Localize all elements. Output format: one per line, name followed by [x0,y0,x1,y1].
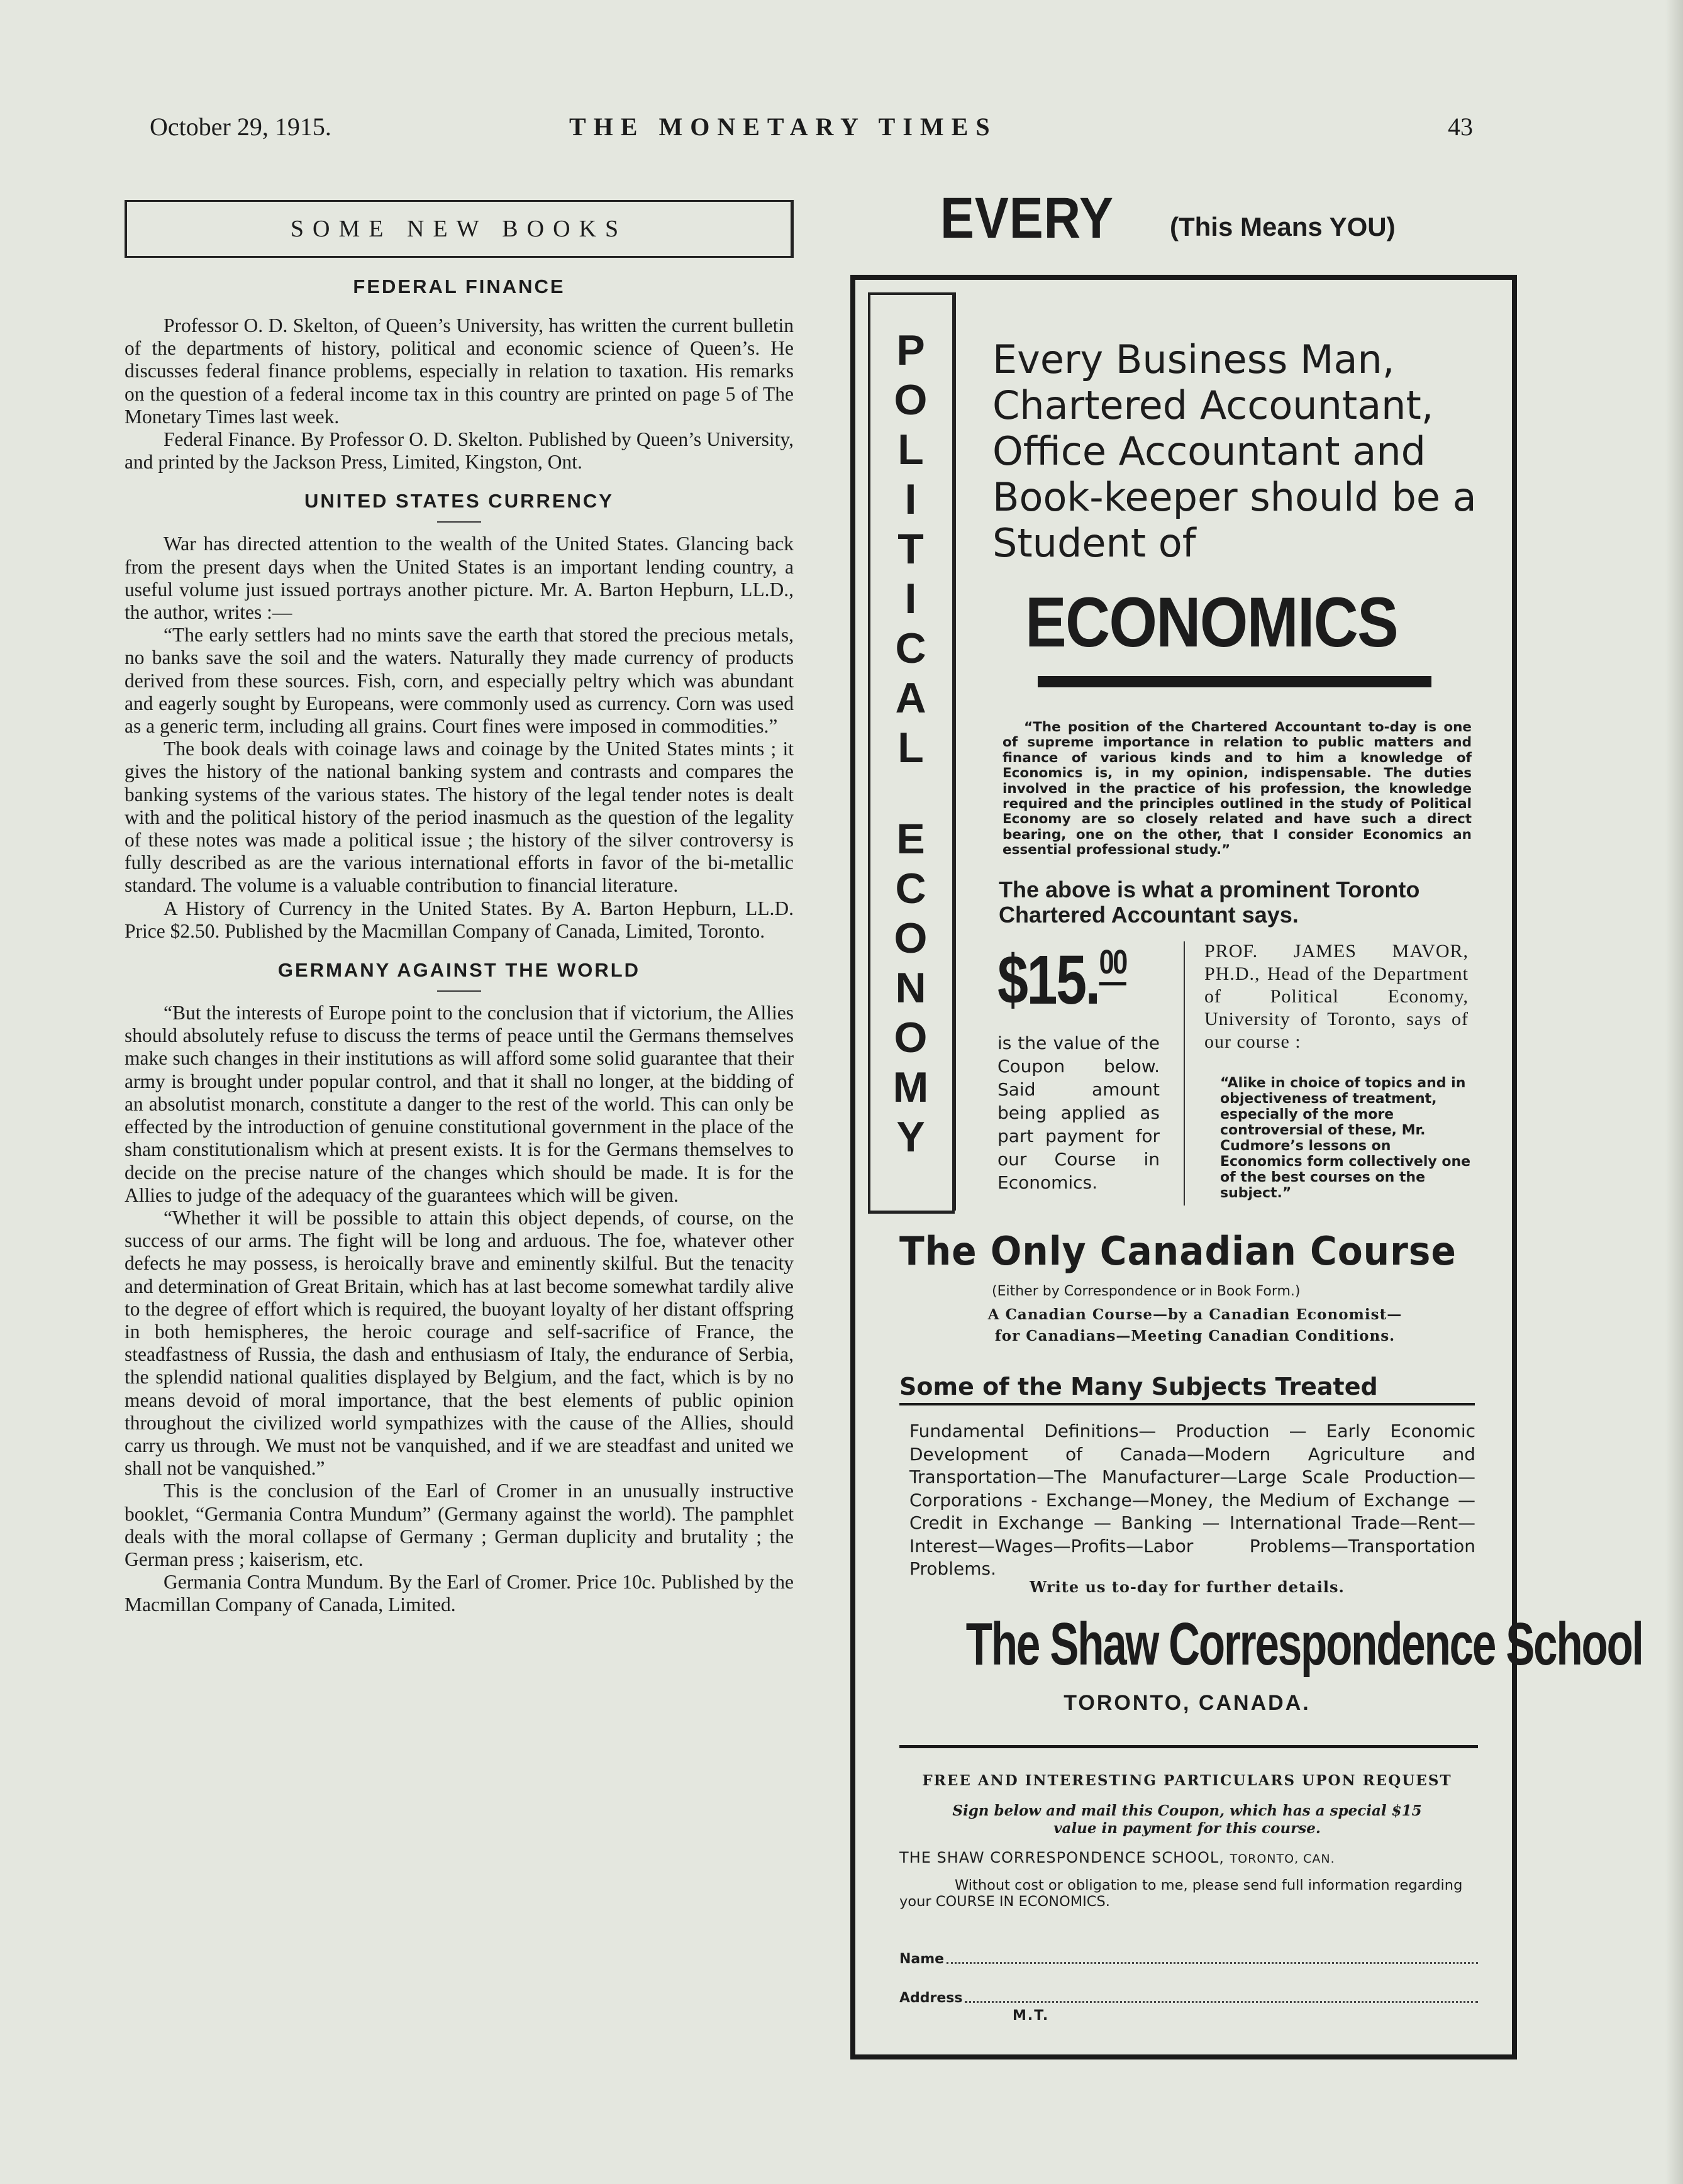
review-heading-us-currency: UNITED STATES CURRENCY [304,490,614,513]
economics-underline [1038,676,1431,687]
this-means-you: (This Means YOU) [1170,212,1396,241]
subjects-list: Fundamental Definitions— Production — Early Economic Development of Canada—Modern Agriculture and Transportation—The Manufacturer—Large Scale Production—Corporations - Exchange—Money, the Medium of Exchange — Credit in Exchange — Banking — International Trade—Rent—Interest—Wages—Profits—Labor Problems—Transportation Problems. [909,1421,1475,1579]
review-paragraph: “The early settlers had no mints save the earth that stored the precious metals, no banks save the soil and the waters. Naturally they made currency of products derived from these sources. Fish, corn, and especially peltry which was abundant and eagerly sought by Europeans, were commonly used as currency. Corn was used as a generic term, including all grains. Court fines were imposed in commodities.” [125,624,794,738]
review-paragraph: A History of Currency in the United States. By A. Barton Hepburn, LL.D. Price $2.50. Published by the Macmillan Company of Canada, Limited, Toronto. [125,897,794,942]
mavor-quote: “Alike in choice of topics and in objectiveness of treatment, especially of the more controversial of these, Mr. Cudmore’s lessons on Economics form collectively one of the best courses on the subject.” [1220,1075,1471,1201]
vertical-word-political [873,326,948,776]
quote-attribution: The above is what a prominent Toronto Chartered Accountant says. [999,877,1420,928]
vertical-letter: N [895,964,926,1012]
economics-course-advertisement [850,275,1643,2059]
review-paragraph: “Whether it will be possible to attain this object depends, of course, on the success of our arms. The fight will be long and arduous. The foe, whatever other defects he may possess, is heroically brave and eminently skilful. But the tenacity and determination of Great Britain, which has at last become somewhat tardily alive to the degree of effort which is required, the buoyant loyalty of her distant offspring in both hemispheres, the heroic courage and self-sacrifice of France, the steadfastness of Russia, the dash and enthusiasm of Italy, the endurance of Serbia, the splendid national qualities displayed by Belgium, and the fact, which is by no means devoid of moral importance, that the best elements of public opinion throughout the civilized world sympathizes with the cause of the Allies, should carry us through. We must not be vanquished, and if we are steadfast and united we shall not be vanquished.” [125,1206,794,1480]
vertical-letter: L [897,426,924,474]
section-title: SOME NEW BOOKS [290,216,628,242]
vertical-letter: I [904,575,917,623]
book-reviews-column [125,200,794,1617]
issue-date: October 29, 1915. [150,113,331,141]
vertical-letter: M [892,1063,929,1111]
column-divider [1184,941,1185,1206]
coupon-price [997,940,1126,1020]
coupon-school-name: THE SHAW CORRESPONDENCE SCHOOL, [899,1849,1225,1866]
price-dollars: $15. [997,941,1099,1019]
heading-rule [437,990,481,992]
coupon-divider [899,1745,1478,1748]
vertical-letter: C [895,624,926,672]
canadian-conditions-line: for Canadians—Meeting Canadian Conditions. [994,1328,1396,1344]
page-header [0,112,1683,150]
vertical-letter: A [895,674,926,722]
school-name: The Shaw Correspondence School [965,1610,1643,1678]
vertical-letter: O [894,376,928,424]
every-word: EVERY [940,186,1114,250]
vertical-word-economy [873,815,948,1165]
vertical-banner-rule [952,292,956,1211]
vertical-letter: Y [896,1113,925,1161]
ad-top-heading [940,186,1396,252]
vertical-letter: E [896,815,925,863]
price-cents: 00 [1099,943,1126,985]
accountant-quote: “The position of the Chartered Accountant to-day is one of supreme importance in relation to public matters and finance of various kinds and to him a knowledge of Economics is, in my opinion, indispensable. The duties involved in the practice of his profession, the knowledge required and the principles outlined in the study of Political Economy are so closely related and have such a direct bearing, one on the other, that I consider Economics an essential professional study.” [1003,719,1472,858]
review-paragraph: This is the conclusion of the Earl of Cromer in an unusually instructive booklet, “Germania Contra Mundum” (Germany against the world). The pamphlet deals with the moral collapse of Germany ; German duplicity and brutality ; the German press ; kaiserism, etc. [125,1480,794,1570]
masthead-title: THE MONETARY TIMES [569,113,997,141]
page-edge-shadow [1665,0,1683,2184]
coupon-name-field[interactable] [899,1951,1478,1967]
mavor-statement: PROF. JAMES MAVOR, PH.D., Head of the Department of Political Economy, University of Toronto, says of our course : [1204,941,1469,1052]
write-today-line: Write us to-day for further details. [1030,1578,1345,1596]
review-paragraph: War has directed attention to the wealth of the United States. Glancing back from the present days when the United States is an important lending country, a useful volume just issued portrays another picture. Mr. A. Barton Hepburn, LL.D., the author, writes :— [125,533,794,624]
review-paragraph: Germania Contra Mundum. By the Earl of Cromer. Price 10c. Published by the Macmillan Company of Canada, Limited. [125,1571,794,1616]
vertical-letter: L [897,724,924,772]
coupon-heading: FREE AND INTERESTING PARTICULARS UPON REQUEST [922,1772,1452,1789]
review-paragraph: “But the interests of Europe point to the conclusion that if victorium, the Allies should absolutely refuse to discuss the terms of peace until the Germans themselves make such changes in their institutions as will afford some solid guarantee that their army is brought under popular control, and that it shall no longer, at the bidding of an absolutist monarch, constitute a danger to the rest of the world. This can only be effected by the introduction of genuine constitutional government in the place of the sham constitutionalism which at present exists. It is for the Germans themselves to decide on the precise nature of the changes which should be made. It is for the Allies to judge of the adequacy of the guarantees which will be given. [125,1002,794,1206]
coupon-request-text: Without cost or obligation to me, please send full information regarding your COURSE IN ECONOMICS. [899,1877,1463,1910]
vertical-letter: O [894,1014,928,1062]
coupon-instructions: Sign below and mail this Coupon, which has a special $15 value in payment for this course. [952,1802,1422,1837]
only-canadian-course: The Only Canadian Course [899,1228,1457,1274]
economics-title: ECONOMICS [1025,583,1397,662]
review-paragraph: Federal Finance. By Professor O. D. Skelton. Published by Queen’s University, and printed by the Jackson Press, Limited, Kingston, Ont. [125,428,794,474]
canadian-course-line: A Canadian Course—by a Canadian Economist— [987,1306,1402,1323]
address-label: Address [899,1990,963,2006]
review-heading-germany: GERMANY AGAINST THE WORLD [277,959,641,982]
vertical-letter: O [894,914,928,962]
course-format-note: (Either by Correspondence or in Book Form.) [992,1283,1301,1299]
heading-rule [437,521,481,523]
subjects-heading: Some of the Many Subjects Treated [899,1373,1475,1405]
name-line[interactable] [947,1951,1478,1964]
school-city: TORONTO, CANADA. [1064,1691,1311,1715]
vertical-letter: P [896,326,925,374]
page-number: 43 [1448,113,1473,141]
vertical-letter: T [897,525,924,573]
coupon-school-address [899,1849,1335,1866]
ad-headline: Every Business Man, Chartered Accountant, Office Accountant and Book-keeper should be a Student of [992,336,1477,566]
coupon-school-city: TORONTO, CAN. [1230,1852,1335,1866]
review-paragraph: The book deals with coinage laws and coinage by the United States mints ; it gives the history of the national banking system and contrasts and compares the banking systems of the various states. The history of the legal tender notes is dealt with and the political history of the period inasmuch as the question of the legality of these notes was made a political issue ; the history of the silver controversy is fully described as are the various international efforts in favor of the bi-metallic standard. The volume is a valuable contribution to financial literature. [125,738,794,897]
coupon-code: M.T. [1013,2008,1050,2024]
name-label: Name [899,1951,945,1967]
coupon-value-text: is the value of the Coupon below. Said amount being applied as part payment for our Course in Economics. [997,1033,1160,1193]
section-title-box [125,200,794,258]
coupon-address-field[interactable] [899,1990,1478,2006]
vertical-letter: I [904,475,917,523]
review-heading-federal-finance: FEDERAL FINANCE [353,275,565,297]
review-paragraph: Professor O. D. Skelton, of Queen’s University, has written the current bulletin of the departments of history, political and economic science of Queen’s. He discusses federal finance problems, especially in relation to taxation. His remarks on the question of a federal income tax in this country are printed on page 5 of The Monetary Times last week. [125,314,794,428]
vertical-letter: C [895,865,926,912]
address-line[interactable] [965,1990,1478,2003]
